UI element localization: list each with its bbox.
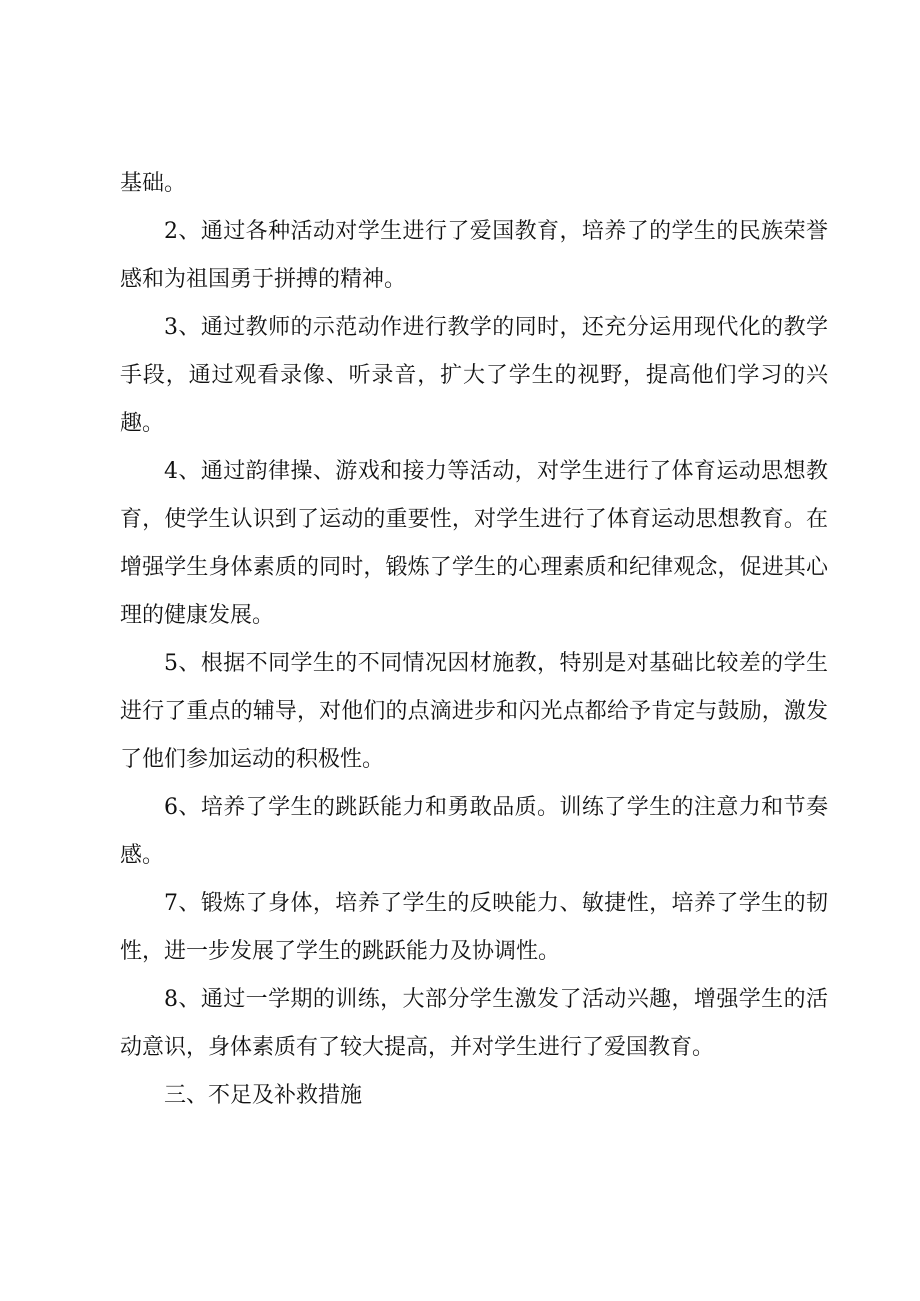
paragraph-item-2: 2、通过各种活动对学生进行了爱国教育，培养了的学生的民族荣誉感和为祖国勇于拼搏的精神。 — [120, 219, 828, 292]
paragraph-item-3: 3、通过教师的示范动作进行教学的同时，还充分运用现代化的教学手段，通过观看录像、听录音，扩大了学生的视野，提高他们学习的兴趣。 — [120, 315, 828, 436]
paragraph-item-7: 7、锻炼了身体，培养了学生的反映能力、敏捷性，培养了学生的韧性，进一步发展了学生的跳跃能力及协调性。 — [120, 891, 828, 964]
section-heading: 三、不足及补救措施 — [164, 1083, 363, 1108]
paragraph-continuation: 基础。 — [120, 171, 187, 196]
paragraph-item-8: 8、通过一学期的训练，大部分学生激发了活动兴趣，增强学生的活动意识，身体素质有了较大提高，并对学生进行了爱国教育。 — [120, 987, 828, 1060]
document-body — [120, 160, 828, 1120]
paragraph-item-4: 4、通过韵律操、游戏和接力等活动，对学生进行了体育运动思想教育，使学生认识到了运动的重要性，对学生进行了体育运动思想教育。在增强学生身体素质的同时，锻炼了学生的心理素质和纪律观念，促进其心理的健康发展。 — [120, 459, 828, 628]
paragraph-item-5: 5、根据不同学生的不同情况因材施教，特别是对基础比较差的学生进行了重点的辅导，对他们的点滴进步和闪光点都给予肯定与鼓励，激发了他们参加运动的积极性。 — [120, 651, 828, 772]
paragraph-item-6: 6、培养了学生的跳跃能力和勇敢品质。训练了学生的注意力和节奏感。 — [120, 795, 828, 868]
